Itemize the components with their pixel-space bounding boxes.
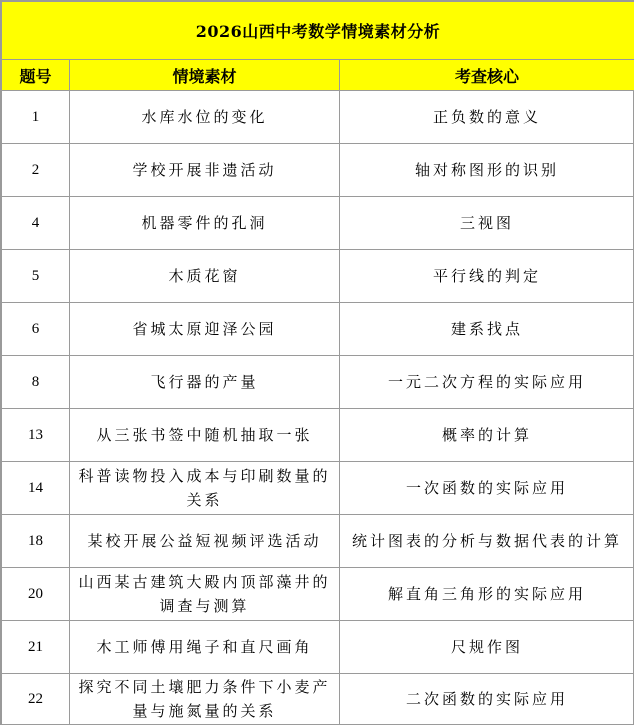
row-material: 省城太原迎泽公园 (70, 303, 340, 356)
table-row (2, 515, 634, 568)
row-number: 6 (2, 303, 70, 356)
row-number: 13 (2, 409, 70, 462)
row-material: 木工师傅用绳子和直尺画角 (70, 621, 340, 674)
row-core: 概率的计算 (340, 409, 634, 462)
table-row (2, 674, 634, 725)
table-row (2, 303, 634, 356)
row-number: 4 (2, 197, 70, 250)
row-material: 山西某古建筑大殿内顶部藻井的调查与测算 (70, 568, 340, 621)
row-number: 20 (2, 568, 70, 621)
row-material: 科普读物投入成本与印刷数量的关系 (70, 462, 340, 515)
title-row (2, 2, 634, 60)
row-material: 探究不同土壤肥力条件下小麦产量与施氮量的关系 (70, 674, 340, 725)
table-row (2, 197, 634, 250)
analysis-table (1, 1, 634, 725)
row-number: 22 (2, 674, 70, 725)
row-core: 平行线的判定 (340, 250, 634, 303)
table-row (2, 409, 634, 462)
row-core: 统计图表的分析与数据代表的计算 (340, 515, 634, 568)
row-core: 正负数的意义 (340, 91, 634, 144)
row-core: 解直角三角形的实际应用 (340, 568, 634, 621)
row-number: 5 (2, 250, 70, 303)
row-number: 21 (2, 621, 70, 674)
row-material: 水库水位的变化 (70, 91, 340, 144)
row-number: 18 (2, 515, 70, 568)
table-title: 2026山西中考数学情境素材分析 (2, 2, 634, 60)
row-core: 建系找点 (340, 303, 634, 356)
table-row (2, 91, 634, 144)
row-number: 14 (2, 462, 70, 515)
row-material: 学校开展非遗活动 (70, 144, 340, 197)
table-row (2, 250, 634, 303)
table-row (2, 356, 634, 409)
row-number: 1 (2, 91, 70, 144)
table-row (2, 621, 634, 674)
row-material: 机器零件的孔洞 (70, 197, 340, 250)
header-material: 情境素材 (70, 60, 340, 91)
header-row (2, 60, 634, 91)
row-core: 轴对称图形的识别 (340, 144, 634, 197)
row-material: 从三张书签中随机抽取一张 (70, 409, 340, 462)
row-material: 飞行器的产量 (70, 356, 340, 409)
row-core: 一元二次方程的实际应用 (340, 356, 634, 409)
header-core: 考查核心 (340, 60, 634, 91)
row-material: 木质花窗 (70, 250, 340, 303)
row-core: 三视图 (340, 197, 634, 250)
row-core: 二次函数的实际应用 (340, 674, 634, 725)
header-number: 题号 (2, 60, 70, 91)
row-number: 2 (2, 144, 70, 197)
table-row (2, 568, 634, 621)
row-core: 一次函数的实际应用 (340, 462, 634, 515)
table-row (2, 144, 634, 197)
row-number: 8 (2, 356, 70, 409)
table-row (2, 462, 634, 515)
row-core: 尺规作图 (340, 621, 634, 674)
row-material: 某校开展公益短视频评选活动 (70, 515, 340, 568)
